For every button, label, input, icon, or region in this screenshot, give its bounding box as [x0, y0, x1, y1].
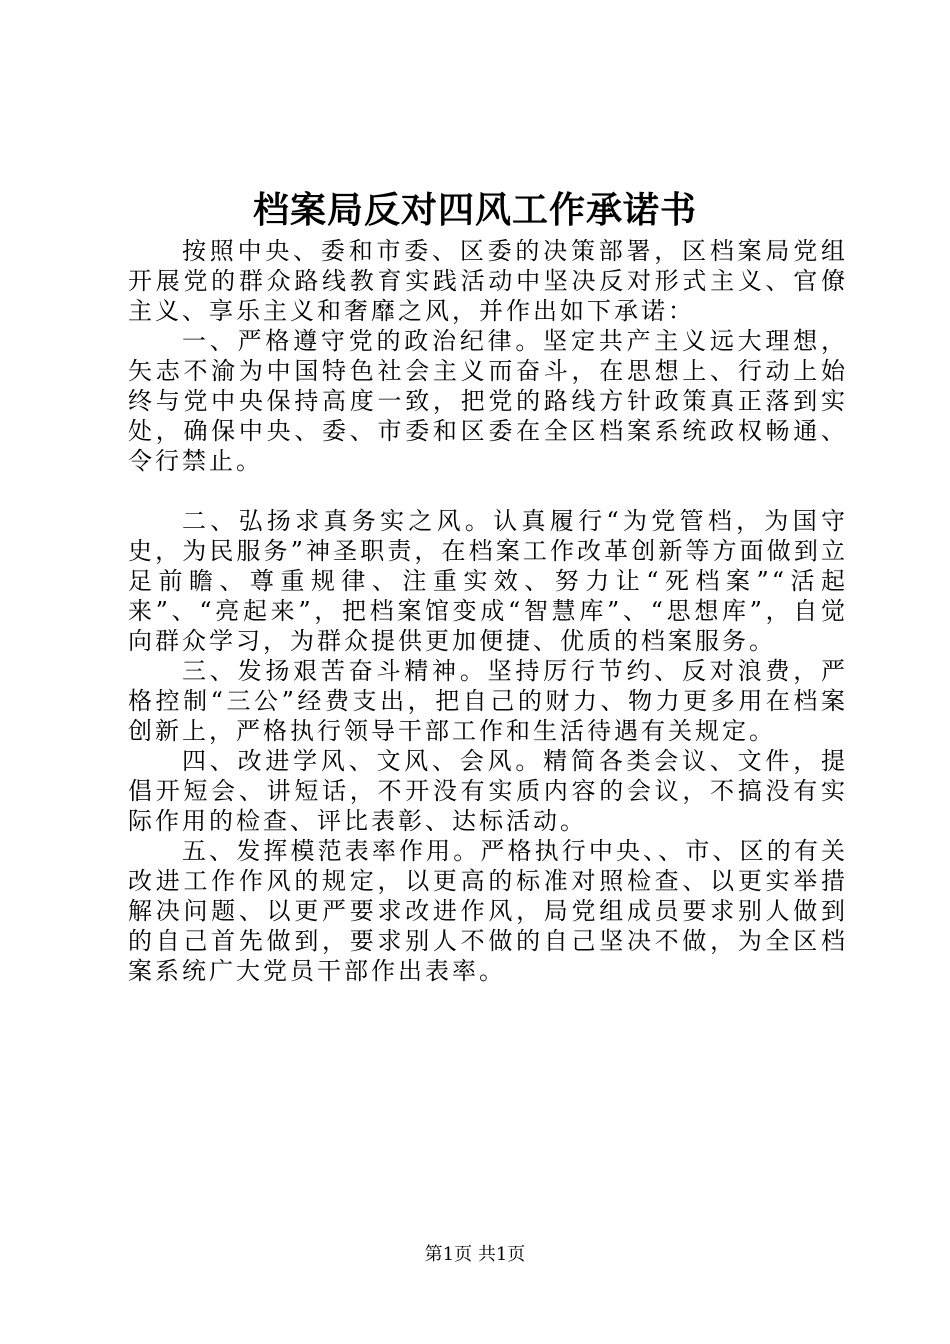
document-body	[128, 236, 848, 986]
intro-paragraph: 按照中央、委和市委、区委的决策部署，区档案局党组开展党的群众路线教育实践活动中坚决反对形式主义、官僚主义、享乐主义和奢靡之风，并作出如下承诺：	[128, 237, 848, 325]
commitment-paragraph-3: 三、发扬艰苦奋斗精神。坚持厉行节约、反对浪费，严格控制“三公”经费支出，把自己的财力、物力更多用在档案创新上，严格执行领导干部工作和生活待遇有关规定。	[128, 657, 848, 745]
commitment-paragraph-4: 四、改进学风、文风、会风。精简各类会议、文件，提倡开短会、讲短话，不开没有实质内容的会议，不搞没有实际作用的检查、评比表彰、达标活动。	[128, 747, 848, 835]
document-title: 档案局反对四风工作承诺书	[252, 189, 697, 231]
commitment-paragraph-1: 一、严格遵守党的政治纪律。坚定共产主义远大理想，矢志不渝为中国特色社会主义而奋斗，在思想上、行动上始终与党中央保持高度一致，把党的路线方针政策真正落到实处，确保中央、委、市委和区委在全区档案系统政权畅通、令行禁止。	[128, 327, 848, 475]
page-number-footer: 第1页 共1页	[424, 1244, 526, 1265]
commitment-paragraph-5: 五、发挥模范表率作用。严格执行中央、、市、区的有关改进工作作风的规定，以更高的标准对照检查、以更实举措解决问题、以更严要求改进作风，局党组成员要求别人做到的自己首先做到，要求别人不做的自己坚决不做，为全区档案系统广大党员干部作出表率。	[128, 837, 848, 985]
commitment-paragraph-2: 二、弘扬求真务实之风。认真履行“为党管档，为国守史，为民服务”神圣职责，在档案工作改革创新等方面做到立足前瞻、尊重规律、注重实效、努力让“死档案”“活起来”、“亮起来”，把档案馆变成“智慧库”、“思想库”，自觉向群众学习，为群众提供更加便捷、优质的档案服务。	[128, 507, 848, 655]
